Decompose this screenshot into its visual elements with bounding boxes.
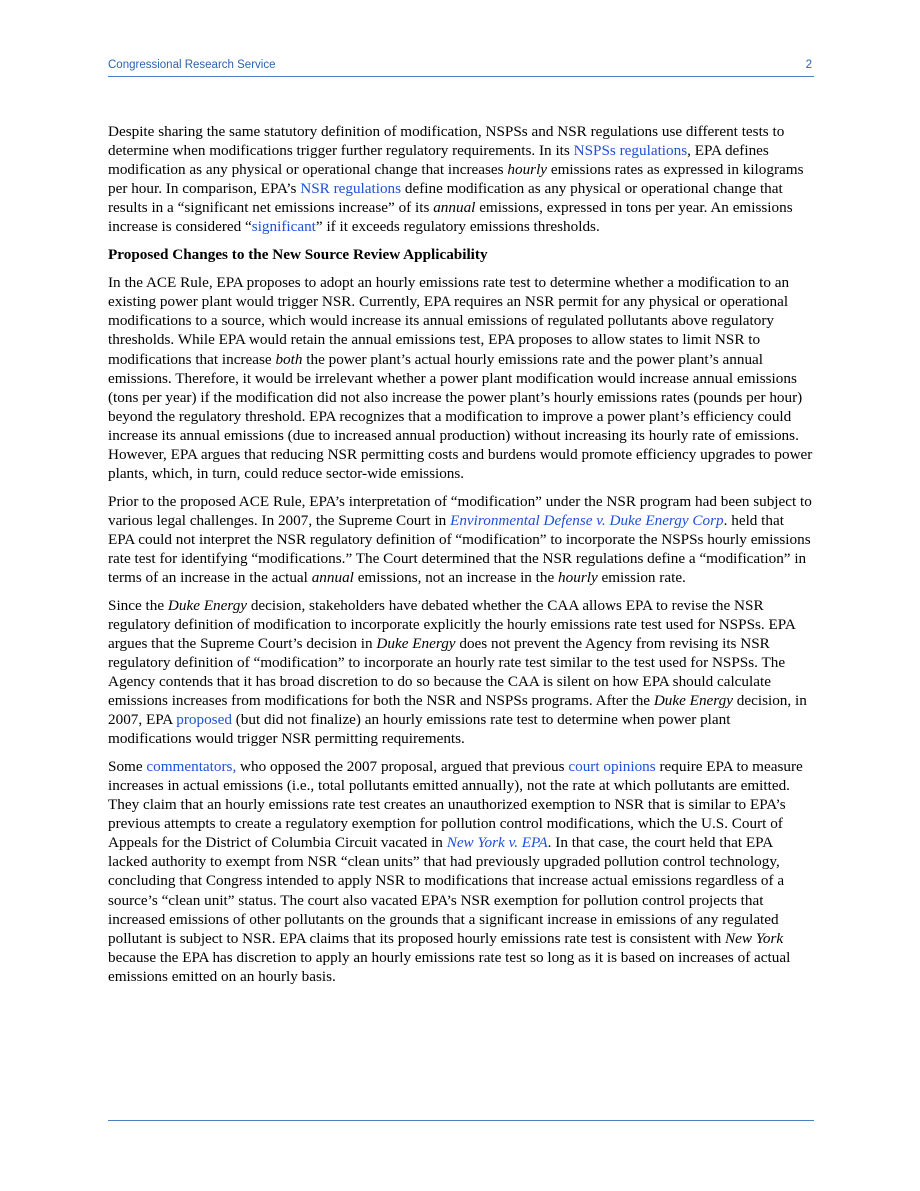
paragraph-commentators: Some commentators, who opposed the 2007 proposal, argued that previous court opinions require EPA to measure increases in actual emissions (i.e., total pollutants emitted annually), not the rate at which pollutants are emitted. They claim that an hourly emissions rate test creates an unauthorized exemption to NSR that is similar to EPA’s previous attempts to create a regulatory exemption for pollution control modifications, which the U.S. Court of Appeals for the District of Columbia Circuit vacated in New York v. EPA. In that case, the court held that EPA lacked authority to exempt from NSR “clean units” that had previously upgraded pollution control technology, concluding that Congress intended to apply NSR to modifications that increase actual emissions regardless of a source’s “clean unit” status. The court also vacated EPA’s NSR exemption for pollution control projects that increased emissions of other pollutants on the grounds that a significant increase in emissions of any regulated pollutant is subject to NSR. EPA claims that its proposed hourly emissions rate test is consistent with New York because the EPA has discretion to apply an hourly emissions rate test so long as it is based on increases of actual emissions emitted on an hourly basis.: [108, 757, 803, 985]
link-significant[interactable]: significant: [251, 218, 316, 236]
paragraph-legal-challenges: Prior to the proposed ACE Rule, EPA’s interpretation of “modification” under the NSR program had been subject to various legal challenges. In 2007, the Supreme Court in Environmental Defense v. Duke Energy Corp. held that EPA could not interpret the NSR regulatory definition of “modification” to incorporate the NSPSs hourly emissions rate test for identifying “modifications.” The Court determined that the NSR regulations define a “modification” in terms of an increase in the actual annual emissions, not an increase in the hourly emission rate.: [108, 492, 812, 587]
link-nsr-regulations[interactable]: NSR regulations: [300, 180, 402, 198]
link-nspss-regulations[interactable]: NSPSs regulations: [573, 142, 688, 160]
link-new-york-v-epa[interactable]: New York v. EPA: [446, 834, 548, 852]
link-proposed[interactable]: proposed: [176, 711, 232, 729]
link-commentators[interactable]: commentators,: [146, 757, 237, 775]
paragraph-modification-tests: Despite sharing the same statutory definition of modification, NSPSs and NSR regulations use different tests to determine when modifications trigger further regulatory requirements. In its NSPSs regulations, EPA defines modification as any physical or operational change that increases hourly emissions rates as expressed in kilograms per hour. In comparison, EPA’s NSR regulations define modification as any physical or operational change that results in a “significant net emissions increase” of its annual emissions, expressed in tons per year. An emissions increase is considered “significant” if it exceeds regulatory emissions thresholds.: [108, 123, 804, 236]
header-organization: Congressional Research Service: [108, 59, 276, 71]
page-number: 2: [805, 59, 812, 71]
footer-divider: [108, 1120, 814, 1121]
link-court-opinions[interactable]: court opinions: [568, 757, 656, 775]
page-header: [108, 58, 814, 77]
paragraph-ace-rule-proposal: In the ACE Rule, EPA proposes to adopt an hourly emissions rate test to determine whether a modification to an existing power plant would trigger NSR. Currently, EPA requires an NSR permit for any physical or operational modifications to a source, which would increase its annual emissions of regulated pollutants above regulatory thresholds. While EPA would retain the annual emissions test, EPA proposes to allow states to limit NSR to modifications that increase both the power plant’s actual hourly emissions rate and the power plant’s annual emissions. Therefore, it would be irrelevant whether a power plant modification would increase annual emissions (tons per year) if the modification did not also increase the power plant’s hourly emissions rates (pounds per hour) beyond the regulatory threshold. EPA recognizes that a modification to improve a power plant’s efficiency could increase its annual emissions (due to increased annual production) without increasing its hourly rate of emissions. However, EPA argues that reducing NSR permitting costs and burdens would promote efficiency upgrades to power plants, which, in turn, could reduce sector-wide emissions.: [108, 274, 813, 483]
link-duke-energy-case[interactable]: Environmental Defense v. Duke Energy Corp: [450, 511, 724, 529]
paragraph-duke-energy-debate: Since the Duke Energy decision, stakeholders have debated whether the CAA allows EPA to revise the NSR regulatory definition of modification to incorporate explicitly the hourly emissions rate test used for NSPSs. EPA argues that the Supreme Court’s decision in Duke Energy does not prevent the Agency from revising its NSR regulatory definition of “modification” to incorporate an hourly rate test similar to the test used for NSPSs. The Agency contends that it has broad discretion to do so because the CAA is silent on how EPA should calculate emissions increases from modifications for both the NSR and NSPSs programs. After the Duke Energy decision, in 2007, EPA proposed (but did not finalize) an hourly emissions rate test to determine when power plant modifications would trigger NSR permitting requirements.: [108, 596, 807, 748]
section-heading: Proposed Changes to the New Source Review Applicability: [108, 246, 488, 264]
document-body: [108, 122, 814, 995]
